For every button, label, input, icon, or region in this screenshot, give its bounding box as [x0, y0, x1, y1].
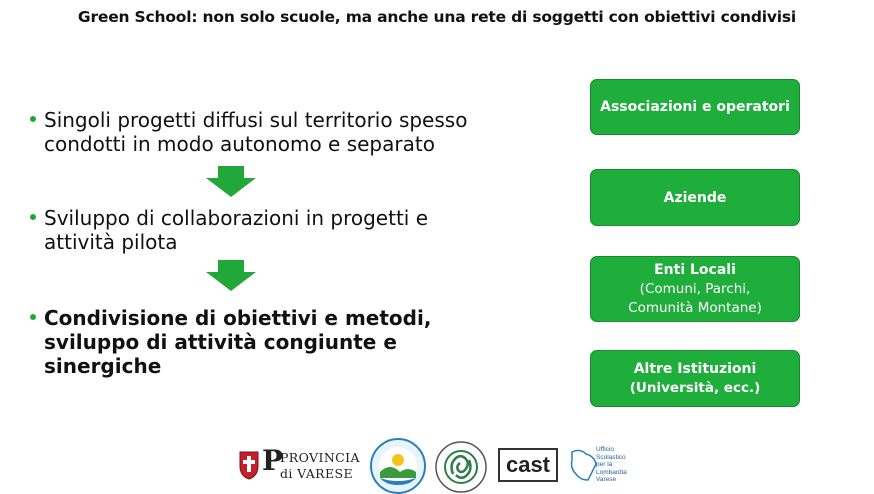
box-enti-locali — [590, 256, 800, 322]
box-altre-istituzioni-title: Altre Istituzioni — [633, 361, 757, 377]
bullet-dot-icon — [30, 214, 36, 220]
box-enti-locali-title: Enti Locali — [654, 262, 736, 278]
lombardia-map-icon — [566, 446, 600, 484]
bullet-dot-icon — [30, 314, 36, 320]
provincia-di-varese-logo: P PROVINCIA di VARESE — [238, 446, 362, 482]
bullet-3-line-1: Condivisione di obiettivi e metodi, — [44, 306, 432, 330]
university-seal-logo — [434, 440, 488, 494]
agenda-21-logo — [370, 438, 426, 494]
bullet-2 — [30, 206, 524, 254]
down-arrow-icon — [205, 166, 257, 198]
box-altre-istituzioni-sub-1: (Università, ecc.) — [629, 380, 761, 396]
ufficio-line-3: per la — [596, 461, 613, 468]
bullet-dot-icon — [30, 116, 36, 122]
ufficio-line-5: Varese — [596, 476, 617, 483]
bullet-3 — [30, 306, 524, 378]
ufficio-line-2: Scolastico — [596, 453, 626, 461]
box-associazioni — [590, 79, 800, 135]
cast-logo-text: cast — [505, 452, 551, 477]
box-enti-locali-sub-2: Comunità Montane) — [628, 300, 762, 316]
box-enti-locali-sub-1: (Comuni, Parchi, — [639, 281, 751, 297]
bullet-1-line-1: Singoli progetti diffusi sul territorio spesso — [44, 108, 468, 132]
ufficio-scolastico-logo — [566, 442, 638, 488]
ufficio-line-4: Lombardia — [596, 468, 627, 476]
bullet-1 — [30, 108, 524, 156]
coat-of-arms-icon — [238, 450, 260, 480]
bullet-3-line-3: sinergiche — [44, 354, 162, 378]
bullet-2-line-2: attività pilota — [44, 230, 178, 254]
box-associazioni-title: Associazioni e operatori — [600, 99, 790, 115]
box-altre-istituzioni — [590, 350, 800, 407]
down-arrow-icon — [205, 260, 257, 292]
provincia-line-2: di VARESE — [280, 466, 354, 481]
cast-logo — [498, 448, 558, 482]
bullet-3-line-2: sviluppo di attività congiunte e — [44, 330, 397, 354]
box-aziende — [590, 169, 800, 226]
provincia-line-1: PROVINCIA — [280, 450, 360, 465]
slide-title: Green School: non solo scuole, ma anche una rete di soggetti con obiettivi condivisi — [77, 8, 797, 26]
box-aziende-title: Aziende — [663, 189, 727, 206]
ufficio-line-1: Ufficio — [596, 446, 614, 453]
bullet-2-line-1: Sviluppo di collaborazioni in progetti e — [44, 206, 429, 230]
bullet-1-line-2: condotti in modo autonomo e separato — [44, 132, 435, 156]
